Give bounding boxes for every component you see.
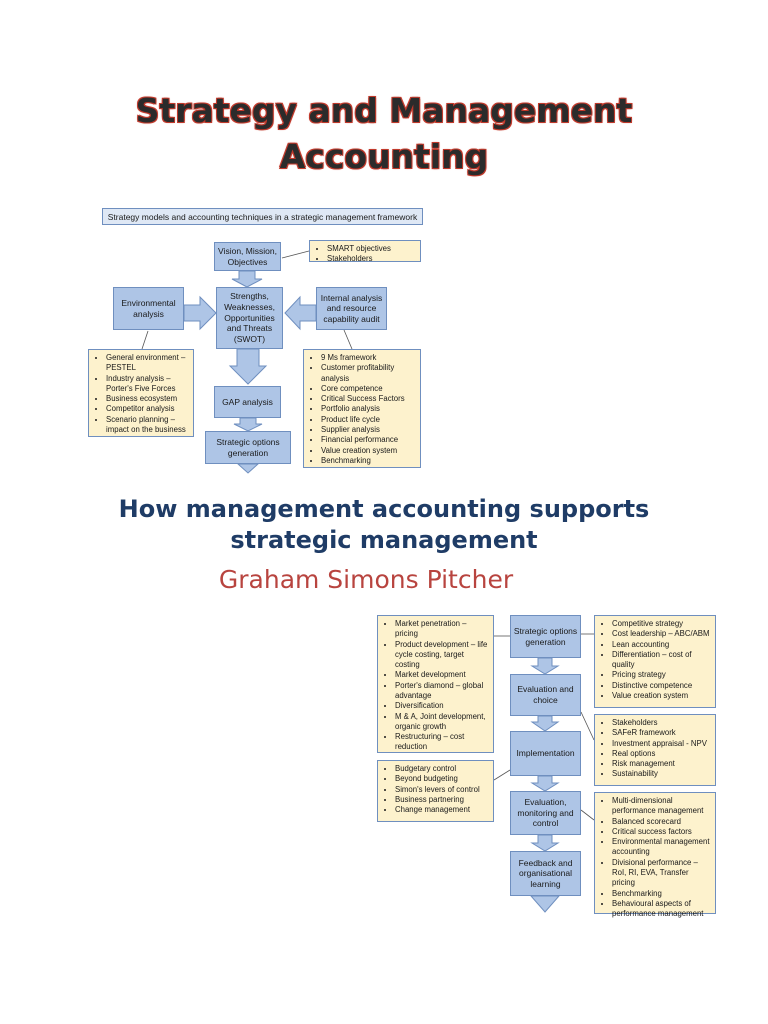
options-techniques-list xyxy=(377,615,494,753)
list-item: • Critical success factors xyxy=(612,827,711,837)
arrow-down-options xyxy=(238,464,258,473)
list-item: • Cost leadership – ABC/ABM xyxy=(612,629,711,639)
d2-strategic-options-box: Strategic options generation xyxy=(510,615,581,658)
implementation-techniques-list xyxy=(377,760,494,822)
environmental-box: Environmental analysis xyxy=(113,287,184,330)
list-item: • Core competence xyxy=(321,384,416,394)
list-item: • Benchmarking xyxy=(612,889,711,899)
list-item: • SAFeR framework xyxy=(612,728,711,738)
list-item: • Competitor analysis xyxy=(106,404,189,414)
list-item: • Distinctive competence xyxy=(612,681,711,691)
list-item: • Investment appraisal - NPV xyxy=(612,739,711,749)
gap-analysis-box: GAP analysis xyxy=(214,386,281,418)
subtitle-line-1: How management accounting supports xyxy=(118,495,650,523)
arrow-down-d2-2 xyxy=(532,716,558,731)
list-item: • Lean accounting xyxy=(612,640,711,650)
list-item: • Beyond budgeting xyxy=(395,774,489,784)
list-item: • Pricing strategy xyxy=(612,670,711,680)
subtitle-line-2: strategic management xyxy=(230,526,538,555)
list-item: • Divisional performance – RoI, RI, EVA, Transfer pricing xyxy=(612,858,711,889)
list-item: • Real options xyxy=(612,749,711,759)
framework-header: Strategy models and accounting techniques in a strategic management framework xyxy=(102,208,423,225)
list-item: • Restructuring – cost reduction xyxy=(395,732,489,753)
swot-box: Strengths, Weaknesses, Opportunities and Threats (SWOT) xyxy=(216,287,283,349)
author-name: Graham Simons Pitcher xyxy=(218,565,514,594)
list-item: • Behavioural aspects of performance management xyxy=(612,899,711,920)
list-item: • Supplier analysis xyxy=(321,425,416,435)
list-item: • Stakeholders xyxy=(327,254,416,264)
evaluation-choice-box: Evaluation and choice xyxy=(510,674,581,716)
list-item: • Simon's levers of control xyxy=(395,785,489,795)
environmental-list xyxy=(88,349,194,437)
implementation-box: Implementation xyxy=(510,731,581,776)
arrow-down-d2-4 xyxy=(532,835,558,851)
list-item: • General environment – PESTEL xyxy=(106,353,189,374)
feedback-learning-box: Feedback and organisational learning xyxy=(510,851,581,896)
list-item: • Product life cycle xyxy=(321,415,416,425)
monitoring-techniques-list xyxy=(594,792,716,919)
list-item: • Financial performance xyxy=(321,435,416,445)
list-item: • Risk management xyxy=(612,759,711,769)
list-item: • Benchmarking xyxy=(321,456,416,466)
list-item: • Market development xyxy=(395,670,489,680)
list-item: • Porter's diamond – global advantage xyxy=(395,681,489,702)
list-item: • Environmental management accounting xyxy=(612,837,711,858)
list-item: • Value creation system xyxy=(612,691,711,701)
list-item: • Budgetary control xyxy=(395,764,489,774)
list-item: • Multi-dimensional performance management xyxy=(612,796,711,817)
list-item: • Stakeholders xyxy=(612,718,711,728)
arrow-down-swot xyxy=(230,349,266,384)
arrow-down-d2-3 xyxy=(532,776,558,791)
list-item: • SMART objectives xyxy=(327,244,416,254)
list-item: • 9 Ms framework xyxy=(321,353,416,363)
list-item: • Diversification xyxy=(395,701,489,711)
arrow-right-env xyxy=(184,297,216,329)
title-line-1: Strategy and Management xyxy=(135,91,633,130)
list-item: • M & A, Joint development, organic growth xyxy=(395,712,489,733)
vision-box: Vision, Mission, Objectives xyxy=(214,242,281,271)
arrow-down-gap xyxy=(234,418,262,431)
arrow-left-internal xyxy=(285,297,316,329)
list-item: • Balanced scorecard xyxy=(612,817,711,827)
list-item: • Value creation system xyxy=(321,446,416,456)
internal-box: Internal analysis and resource capability audit xyxy=(316,287,387,330)
list-item: • Sustainability xyxy=(612,769,711,779)
list-item: • Business partnering xyxy=(395,795,489,805)
vision-list xyxy=(309,240,421,262)
list-item: • Portfolio analysis xyxy=(321,404,416,414)
evaluation-techniques-list xyxy=(594,615,716,708)
list-item: • Differentiation – cost of quality xyxy=(612,650,711,671)
list-item: • Change management xyxy=(395,805,489,815)
internal-list xyxy=(303,349,421,468)
choice-techniques-list xyxy=(594,714,716,786)
list-item: • Scenario planning – impact on the business xyxy=(106,415,189,436)
list-item: • Customer profitability analysis xyxy=(321,363,416,384)
title-line-2: Accounting xyxy=(279,136,489,176)
subtitle xyxy=(0,494,768,556)
strategic-options-box: Strategic options generation xyxy=(205,431,291,464)
arrow-down-d2-5 xyxy=(531,896,559,912)
list-item: • Industry analysis – Porter's Five Forces xyxy=(106,374,189,395)
list-item: • Business ecosystem xyxy=(106,394,189,404)
list-item: • Competitive strategy xyxy=(612,619,711,629)
list-item: • Market penetration – pricing xyxy=(395,619,489,640)
monitoring-control-box: Evaluation, monitoring and control xyxy=(510,791,581,835)
list-item: • Critical Success Factors xyxy=(321,394,416,404)
arrow-down-d2-1 xyxy=(532,658,558,674)
list-item: • Product development – life cycle costing, target costing xyxy=(395,640,489,671)
arrow-down-vision xyxy=(232,271,262,287)
